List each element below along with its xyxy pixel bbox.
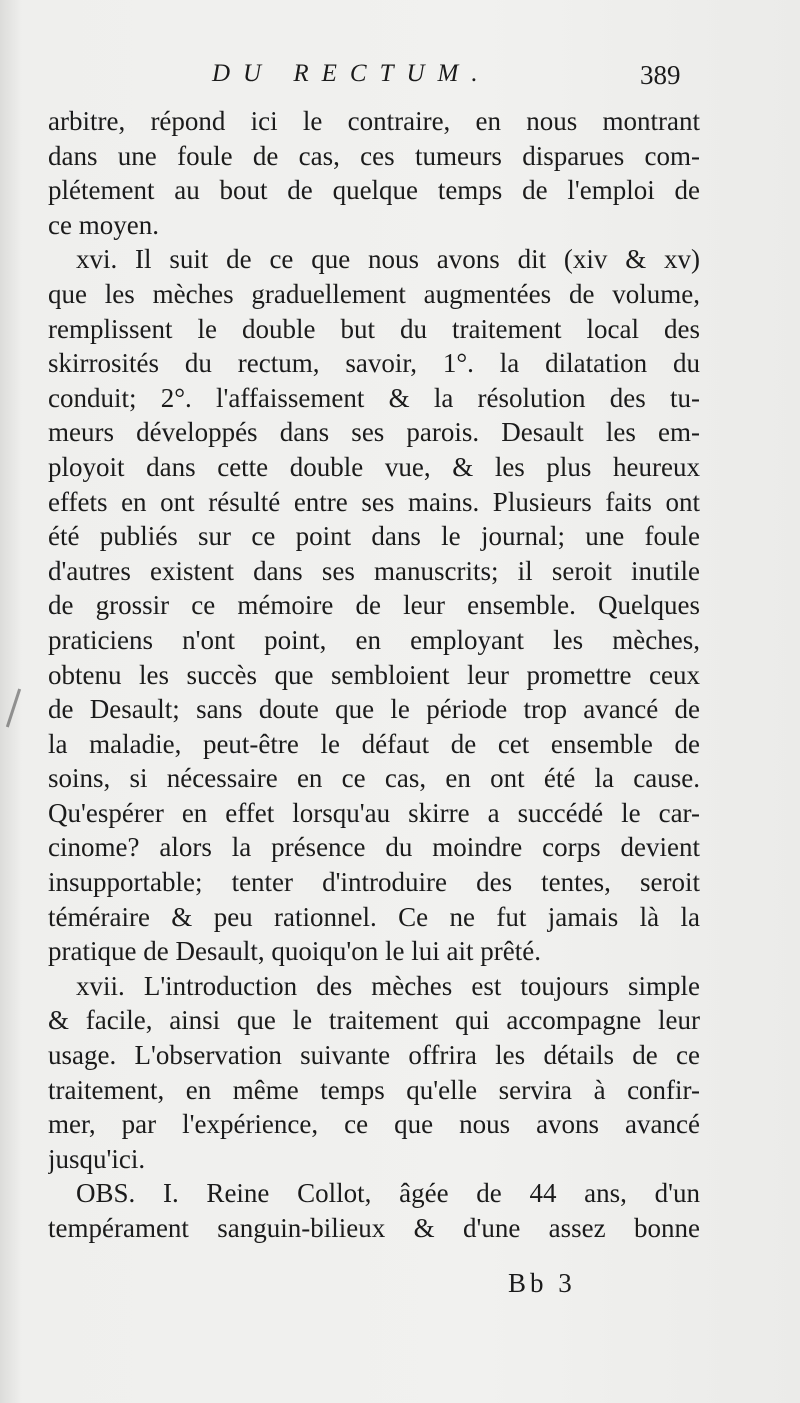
text-line: dans une foule de cas, ces tumeurs disparues com- — [48, 140, 700, 171]
text-line: xvi. Il suit de ce que nous avons dit (xiv & xv) — [76, 244, 700, 275]
body-text — [48, 104, 700, 1246]
text-line: soins, si nécessaire en ce cas, en ont été la cause. — [48, 763, 700, 794]
text-line: jusqu'ici. — [48, 1143, 146, 1174]
text-line: xvii. L'introduction des mèches est toujours simple — [76, 970, 700, 1001]
text-line: insupportable; tenter d'introduire des tentes, seroit — [48, 867, 700, 898]
text-line: conduit; 2°. l'affaissement & la résolution des tu- — [48, 382, 700, 413]
page-number: 389 — [640, 60, 681, 90]
text-line: obtenu les succès que sembloient leur promettre ceux — [48, 659, 700, 690]
running-title: DU RECTUM. — [212, 60, 491, 87]
text-line: mer, par l'expérience, ce que nous avons avancé — [48, 1109, 700, 1140]
text-line: pratique de Desault, quoiqu'on le lui ait prêté. — [48, 936, 541, 967]
text-line: meurs développés dans ses parois. Desault les em- — [48, 417, 700, 448]
text-line: de grossir ce mémoire de leur ensemble. Quelques — [48, 590, 700, 621]
text-line: skirrosités du rectum, savoir, 1°. la dilatation du — [48, 348, 700, 379]
text-line: & facile, ainsi que le traitement qui accompagne leur — [48, 1005, 700, 1036]
text-line: effets en ont résulté entre ses mains. Plusieurs faits ont — [48, 486, 700, 517]
text-line: ce moyen. — [48, 209, 159, 240]
text-line: usage. L'observation suivante offrira les détails de ce — [48, 1040, 700, 1071]
text-line: plétement au bout de quelque temps de l'emploi de — [48, 175, 700, 206]
text-line: cinome? alors la présence du moindre corps devient — [48, 832, 700, 863]
stray-ink-mark — [6, 689, 21, 728]
text-line: arbitre, répond ici le contraire, en nous montrant — [48, 106, 700, 136]
text-line: d'autres existent dans ses manuscrits; il seroit inutile — [48, 555, 700, 586]
text-line: OBS. I. Reine Collot, âgée de 44 ans, d'un — [76, 1178, 700, 1209]
signature-mark: Bb 3 — [508, 1268, 576, 1298]
text-line: téméraire & peu rationnel. Ce ne fut jamais là la — [48, 901, 700, 932]
text-line: tempérament sanguin-bilieux & d'une assez bonne — [48, 1213, 700, 1243]
text-line: la maladie, peut-être le défaut de cet ensemble de — [48, 728, 700, 759]
text-line: de Desault; sans doute que le période trop avancé de — [48, 694, 700, 725]
text-line: Qu'espérer en effet lorsqu'au skirre a succédé le car- — [48, 797, 700, 828]
text-line: que les mèches graduellement augmentées de volume, — [48, 278, 700, 309]
text-line: praticiens n'ont point, en employant les mèches, — [48, 624, 700, 655]
text-line: traitement, en même temps qu'elle servira à confir- — [48, 1074, 700, 1105]
text-line: été publiés sur ce point dans le journal; une foule — [48, 521, 700, 552]
text-line: remplissent le double but du traitement local des — [48, 313, 700, 344]
text-line: ployoit dans cette double vue, & les plus heureux — [48, 451, 700, 482]
page-header — [0, 60, 800, 100]
